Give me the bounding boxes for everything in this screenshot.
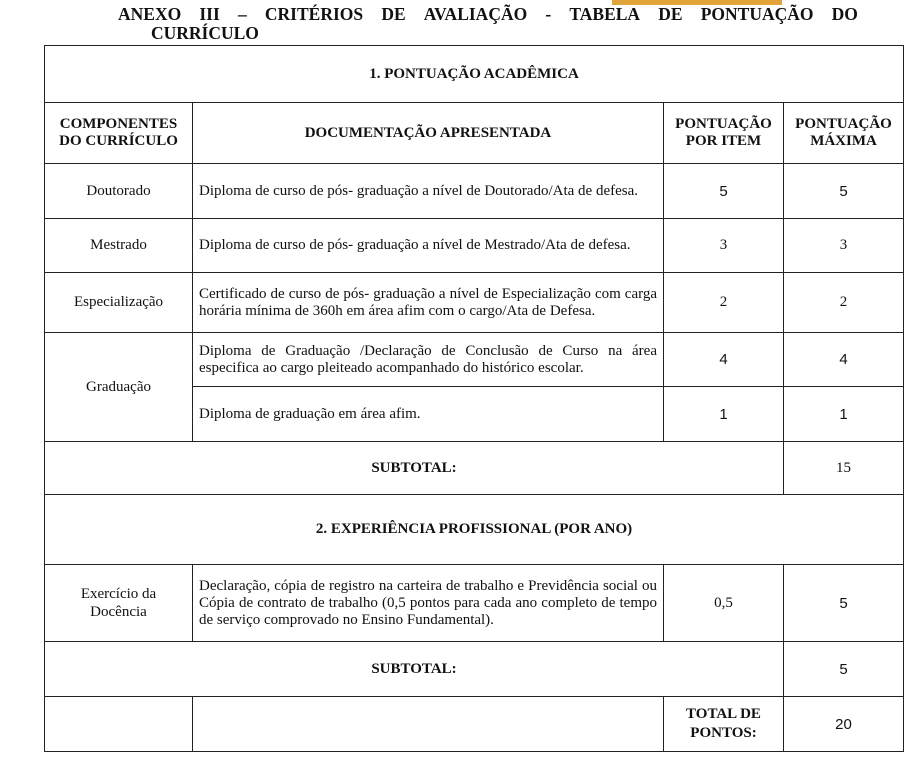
pontuacao-maxima-cell: 3 <box>784 219 904 273</box>
title-word: ANEXO <box>118 4 182 24</box>
title-line-1 <box>118 5 858 24</box>
componente-cell: Exercício da Docência <box>45 565 193 642</box>
subtotal-value: 15 <box>784 442 904 495</box>
section-1-title-row <box>45 46 904 103</box>
subtotal-value: 5 <box>784 642 904 697</box>
title-word: – <box>237 4 247 24</box>
componente-cell: Graduação <box>45 333 193 442</box>
title-word: PONTUAÇÃO <box>700 4 814 24</box>
pontuacao-item-cell: 4 <box>664 333 784 387</box>
header-por-item: PONTUAÇÃO POR ITEM <box>664 103 784 164</box>
table-row <box>45 219 904 273</box>
title-word: III <box>199 4 220 24</box>
empty-cell <box>45 697 193 752</box>
total-row <box>45 697 904 752</box>
total-label: TOTAL DE PONTOS: <box>664 697 784 752</box>
subtotal-label: SUBTOTAL: <box>45 442 784 495</box>
pontuacao-maxima-cell: 1 <box>784 387 904 442</box>
section-1-title: 1. PONTUAÇÃO ACADÊMICA <box>45 46 904 103</box>
scoring-table <box>44 45 904 752</box>
componente-cell: Especialização <box>45 273 193 333</box>
title-word: CRITÉRIOS <box>264 4 364 24</box>
documentacao-cell: Declaração, cópia de registro na carteira de trabalho e Previdência social ou Cópia de contrato de trabalho (0,5 pontos para cada ano completo de tempo de serviço comprovado no Ensino Fundamental). <box>193 565 664 642</box>
pontuacao-maxima-cell: 5 <box>784 164 904 219</box>
subtotal-row <box>45 442 904 495</box>
table-row <box>45 164 904 219</box>
pontuacao-maxima-cell: 2 <box>784 273 904 333</box>
title-line-2: CURRÍCULO <box>151 23 259 43</box>
table-row <box>45 273 904 333</box>
subtotal-row <box>45 642 904 697</box>
documentacao-cell: Diploma de curso de pós- graduação a nível de Doutorado/Ata de defesa. <box>193 164 664 219</box>
title-word: DE <box>381 4 406 24</box>
table-row <box>45 565 904 642</box>
header-maxima: PONTUAÇÃO MÁXIMA <box>784 103 904 164</box>
title-word: - <box>545 4 552 24</box>
section-2-title-row <box>45 495 904 565</box>
header-row <box>45 103 904 164</box>
documentacao-cell: Diploma de graduação em área afim. <box>193 387 664 442</box>
title-word: AVALIAÇÃO <box>423 4 528 24</box>
header-componentes: COMPONENTES DO CURRÍCULO <box>45 103 193 164</box>
pontuacao-item-cell: 3 <box>664 219 784 273</box>
subtotal-label: SUBTOTAL: <box>45 642 784 697</box>
title-word: DO <box>831 4 858 24</box>
pontuacao-item-cell: 0,5 <box>664 565 784 642</box>
componente-cell: Mestrado <box>45 219 193 273</box>
pontuacao-item-cell: 1 <box>664 387 784 442</box>
table-row <box>45 333 904 387</box>
title-word: DE <box>658 4 683 24</box>
pontuacao-item-cell: 2 <box>664 273 784 333</box>
title-word: TABELA <box>569 4 641 24</box>
pontuacao-item-cell: 5 <box>664 164 784 219</box>
header-documentacao: DOCUMENTAÇÃO APRESENTADA <box>193 103 664 164</box>
total-value: 20 <box>784 697 904 752</box>
documentacao-cell: Diploma de curso de pós- graduação a nível de Mestrado/Ata de defesa. <box>193 219 664 273</box>
documentacao-cell: Certificado de curso de pós- graduação a nível de Especialização com carga horária mínima de 360h em área afim com o cargo/Ata de Defesa. <box>193 273 664 333</box>
pontuacao-maxima-cell: 4 <box>784 333 904 387</box>
pontuacao-maxima-cell: 5 <box>784 565 904 642</box>
document-title <box>118 5 858 43</box>
section-2-title: 2. EXPERIÊNCIA PROFISSIONAL (POR ANO) <box>45 495 904 565</box>
empty-cell <box>193 697 664 752</box>
componente-cell: Doutorado <box>45 164 193 219</box>
documentacao-cell: Diploma de Graduação /Declaração de Conclusão de Curso na área especifica ao cargo pleiteado acompanhado do histórico escolar. <box>193 333 664 387</box>
